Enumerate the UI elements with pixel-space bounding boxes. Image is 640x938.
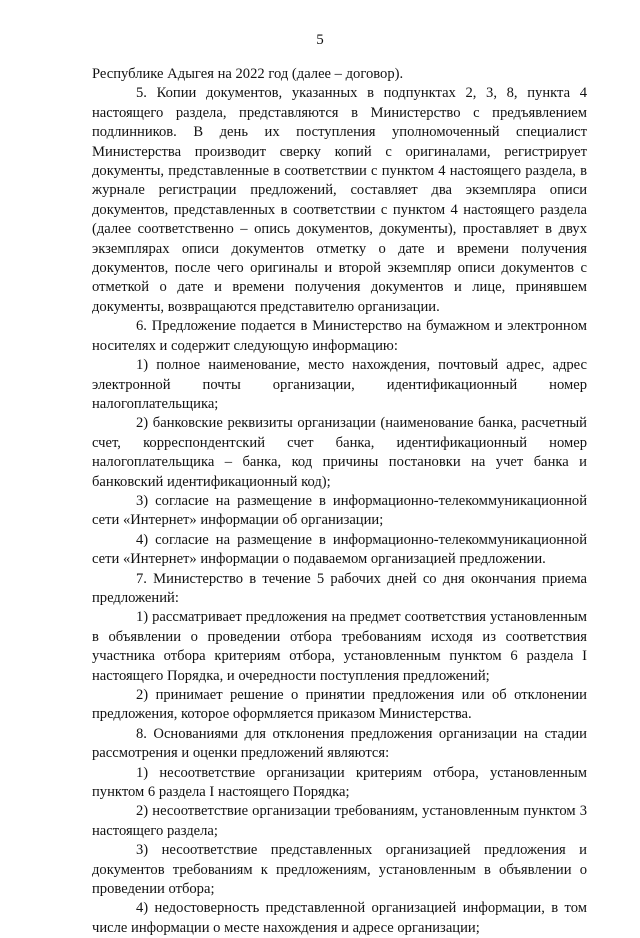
paragraph: 3) несоответствие представленных организацией предложения и документов требованиям к предложениям, установленным в объявлении о проведении отбора; [92,842,587,898]
paragraph: 6. Предложение подается в Министерство на бумажном и электронном носителях и содержит следующую информацию: [92,318,587,354]
paragraph: 2) принимает решение о принятии предложения или об отклонении предложения, которое оформляется приказом Министерства. [92,687,587,723]
paragraph: 1) полное наименование, место нахождения, почтовый адрес, адрес электронной почты организации, идентификационный номер налогоплательщика; [92,357,587,412]
paragraph: 2) банковские реквизиты организации (наименование банка, расчетный счет, корреспондентский счет банка, идентификационный номер налогоплательщика – банка, код причины постановки на учет банка и банковский идентификационный код); [92,415,587,490]
paragraph: 1) несоответствие организации критериям отбора, установленным пунктом 6 раздела I настоящего Порядка; [92,764,587,801]
paragraph: 5. Копии документов, указанных в подпунктах 2, 3, 8, пункта 4 настоящего раздела, представляются в Министерство с предъявлением подлинников. В день их поступления уполномоченный специалист Министерства производит сверку копий с оригиналами, регистрирует документы, представленные в соответствии с пунктом 4 настоящего раздела, в журнале регистрации предложений, составляет два экземпляра описи документов, представленных в соответствии с пунктом 4 настоящего раздела (далее соответственно – опись документов, документы), проставляет в двух экземплярах описи документов отметку о дате и времени получения документов, после чего оригиналы и второй экземпляр описи документов с отметкой о дате и времени получения документов и лице, принявшем документы, возвращаются представителю организации. [92,85,587,315]
page-number: 5 [316,32,324,48]
paragraph: 4) согласие на размещение в информационно-телекоммуникационной сети «Интернет» информации о подаваемом организацией предложении. [92,531,587,568]
paragraph: 7. Министерство в течение 5 рабочих дней со дня окончания приема предложений: [92,570,587,606]
paragraph: 8. Основаниями для отклонения предложения организации на стадии рассмотрения и оценки предложений являются: [92,725,587,762]
paragraph: Республике Адыгея на 2022 год (далее – договор). [92,66,404,82]
document-body [92,65,587,938]
paragraph: 4) недостоверность представленной организацией информации, в том числе информации о месте нахождения и адресе организации; [92,900,587,936]
paragraph: 3) согласие на размещение в информационно-телекоммуникационной сети «Интернет» информации об организации; [92,492,587,529]
paragraph: 2) несоответствие организации требованиям, установленным пунктом 3 настоящего раздела; [92,803,587,839]
paragraph: 1) рассматривает предложения на предмет соответствия установленным в объявлении о проведении отбора требованиям исходя из соответствия участника отбора критериям отбора, установленным пунктом 6 раздела I настоящего Порядка, и очередности поступления предложений; [92,609,587,684]
